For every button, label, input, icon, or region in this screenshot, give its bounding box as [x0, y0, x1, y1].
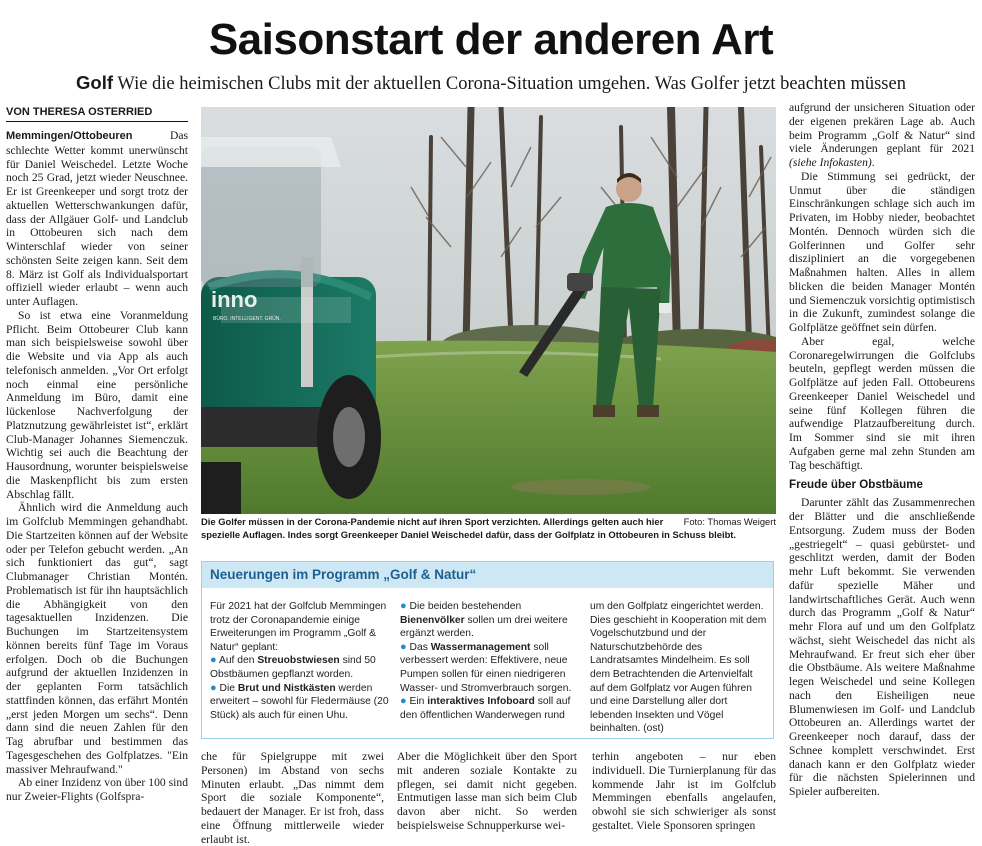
bullet-text: sind 50 Obstbäumen gepflanzt worden.	[210, 655, 376, 680]
section-subheading: Freude über Obstbäume	[789, 478, 923, 492]
bullet-dot-icon: ●	[400, 640, 407, 653]
article-photo	[201, 107, 776, 514]
bullet-bold: Brut und Nistkästen	[237, 682, 336, 694]
bullet-text: Ein	[409, 696, 428, 708]
article-column-4	[592, 750, 776, 833]
paragraph: Darunter zählt das Zusammenrechen der Blätter und die anschließende Entsorgung. Zudem muss der Boden „gestriegelt“ – quasi gebürstet- und geschlitzt werden, damit der Boden mehr Luft bekommt. Sie verwenden dafür spezielle Mäher und landwirtschaftliches Gerät. Auch wenn durch das Programm „Golf & Natur“ mehr Flora auf und um den Golfplatz wächst, sieht Weischedel das nicht als Mehraufwand. Er freut sich eher über die Obstbäume. Als weitere Maßnahme legen Weischedel und seine Kollegen nach den Eisheiligen neue Blumenwiesen im Golf- und Landclub Ottobeuren an. Allerdings wartet der Greenkeeper noch darauf, dass der Schnee komplett verschwindet. Erst danach kann er den Golfplatz wieder für die nächsten Spielerinnen und Spieler aufbereiten.	[789, 496, 975, 798]
bullet-text: Die beiden bestehenden	[409, 601, 522, 612]
byline: VON THERESA OSTERRIED	[6, 103, 188, 122]
bullet-text: soll auf den öffentlichen Wanderwegen rund	[400, 696, 571, 721]
info-box-column-1	[210, 600, 390, 722]
info-intro: Für 2021 hat der Golfclub Memmingen trotz der Coronapandemie einige Erweiterungen im Programm „Golf & Natur“ geplant:	[210, 601, 387, 653]
info-box-column-3	[590, 600, 768, 736]
info-box-column-2	[400, 600, 580, 722]
infobox-reference: (siehe Infokasten)	[789, 156, 872, 169]
caption-text: Die Golfer müssen in der Corona-Pandemie nicht auf ihren Sport verzichten. Allerdings gelten auch hier spezielle Auflagen. Indes sorgt Greenkeeper Daniel Weischedel dafür, dass der Golfplatz in Ottobeuren in Schuss bleibt.	[201, 516, 737, 540]
subhead-text: Wie die heimischen Clubs mit der aktuellen Corona-Situation umgehen. Was Golfer jetzt beachten müssen	[117, 74, 906, 94]
photo-caption	[201, 515, 776, 541]
subhead-kicker: Golf	[76, 72, 114, 93]
bullet-text: Das	[409, 641, 431, 653]
paragraph	[6, 129, 188, 309]
paragraph: che für Spielgruppe mit zwei Personen) im Abstand von sechs Minuten erlaubt. „Das nimmt dem Sport die soziale Komponente“, bedauert der Manager. Er ist froh, dass eine Öffnung mittlerweile wieder erlaubt ist.	[201, 750, 384, 846]
info-text: um den Golfplatz eingerichtet werden. Dies geschieht in Kooperation mit dem Vogelschutzbund und der Naturschutzbehörde des Landratsamtes Mindelheim. Es soll dem Betrachtenden die Artenvielfalt auf dem Golfplatz vor Augen führen und eine Darstellung aller dort lebenden Insekten und Vögel beinhalten. (ost)	[590, 601, 767, 735]
info-box	[201, 561, 774, 739]
paragraph: Ab einer Inzidenz von über 100 sind nur Zweier-Flights (Golfspra-	[6, 776, 188, 803]
info-bullet	[210, 654, 390, 681]
cart-slogan-text: BÜRO. INTELLIGENT. GRÜN.	[213, 316, 281, 322]
paragraph: Aber die Möglichkeit über den Sport mit anderen soziale Kontakte zu pflegen, sei damit nicht gegeben. Entmutigen lasse man sich beim Club davon aber nicht. So werden beispielsweise Schnupperkurse wei-	[397, 750, 577, 832]
article-column-3	[397, 750, 577, 833]
subheadline	[0, 70, 982, 97]
paragraph: Ähnlich wird die Anmeldung auch im Golfclub Memmingen gehandhabt. Die Startzeiten können auf der Website oder per Telefon gebucht werden. „An sich funktioniert das gut“, sagt Clubmanager Christian Montén. Problematisch ist für ihn hauptsächlich die Abhängigkeit von den tagesaktuellen Inzidenzen. Die Buchungen im Startzeitensystem können bereits fünf Tage im Voraus erfolgen. Doch ob die Buchungen aufgrund der aktuellen Inzidenzen in der geplanten Form tatsächlich stattfinden können, das erfährt Montén „erst jeden Morgen um sechs“. Denn dann sind die neuen Zahlen für den Tag abrufbar und bestimmen das Tagesgeschehen des Golfplatzes. "Ein massiver Mehraufwand."	[6, 501, 188, 776]
bullet-dot-icon: ●	[400, 600, 407, 612]
dateline: Memmingen/Ottobeuren	[6, 130, 133, 142]
article-column-5	[789, 101, 975, 799]
photo-credit: Foto: Thomas Weigert	[683, 516, 776, 527]
cart-logo-text: inno	[211, 287, 258, 312]
paragraph-text: Das schlechte Wetter kommt unerwünscht für Daniel Weischedel. Letzte Woche noch 25 Grad, jetzt wieder Neuschnee. Er ist Greenkeeper und sorgt trotz der aktuellen Wetterschwankungen dafür, dass der Allgäuer Golf- und Landclub in Ottobeuren sich nach dem Winterschlaf wieder von seiner schönsten Seite zeigen kann. Seit dem 8. März ist Golf als Individualsportart offiziell wieder erlaubt – wenn auch unter Auflagen.	[6, 129, 188, 308]
paragraph-text: aufgrund der unsicheren Situation oder der eigenen prekären Lage ab. Auch beim Programm „Golf & Natur“ sind viele Änderungen geplant für 2021	[789, 101, 975, 156]
bullet-text: werden erweitert – sowohl für Fledermäuse (20 Stück) als auch für einen Uhu.	[210, 682, 389, 721]
paragraph: Die Stimmung sei gedrückt, der Unmut über die ständigen Einschränkungen schlage sich auch im Privaten, im Hobby nieder, beobachtet Montén. Dennoch würden sich die Golferinnen und Golfer sehr diszipliniert an die vorgegebenen Maßnahmen halten. Alles in allem blicken die beiden Manager Montén und Siemenczuk vorsichtig optimistisch in die Zukunft, zumindest solange die Golfplätze geöffnet sein dürfen.	[789, 169, 975, 334]
headline: Saisonstart der anderen Art	[208, 15, 774, 64]
info-bullet	[400, 600, 580, 641]
paragraph-text: .	[871, 156, 875, 169]
info-bullet	[210, 682, 390, 723]
bullet-bold: Bienenvölker	[400, 614, 465, 626]
golf-course-photo	[201, 107, 776, 514]
info-bullet	[400, 641, 580, 695]
bullet-text: Auf den	[218, 655, 258, 667]
article-column-1	[6, 129, 188, 804]
info-bullet	[400, 695, 580, 722]
bullet-dot-icon: ●	[210, 681, 217, 694]
article-column-2	[201, 750, 384, 846]
bullet-bold: Wassermanagement	[430, 641, 531, 653]
paragraph: So ist etwa eine Voranmeldung Pflicht. Beim Ottobeurer Club kann man sich beispielsweise sowohl über die Website und via App als auch telefonisch anmelden. „Vor Ort erfolgt noch einmal eine persönliche Anmeldung im Büro, damit eine lückenlose Nachverfolgung der Platznutzung gewährleistet ist“, erklärt Club-Manager Johannes Siemenczuk. Wichtig sei auch die Beachtung der Hausordnung, worunter beispielsweise die Maskenpflicht bis zum ersten Abschlag fällt.	[6, 308, 188, 501]
bullet-bold: interaktives Infoboard	[427, 696, 535, 708]
info-box-title: Neuerungen im Programm „Golf & Natur“	[202, 562, 773, 588]
bullet-text: soll verbessert werden: Effektivere, neue Pumpen sollen für einen niedrigeren Wasser- und Stromverbrauch sorgen.	[400, 641, 572, 694]
paragraph: Aber egal, welche Coronaregelwirrungen die Golfclubs beuteln, gepflegt werden müssen die Golfplätze auf jeden Fall. Ottobeurens Greenkeeper Daniel Weischedel und seine fünf Kollegen führen die aufwendige Platzaufbereitung durch. Im Sommer sind sie mit ihren Aufgaben gerne mal zehn Stunden am Tag beschäftigt.	[789, 334, 975, 472]
paragraph: terhin angeboten – nur eben individuell. Die Turnierplanung für das kommende Jahr ist im Golfclub Memmingen ebenfalls angelaufen, obwohl sie sich schwieriger als sonst gestaltet. Viele Sponsoren springen	[592, 750, 776, 832]
bullet-bold: Streuobstwiesen	[257, 655, 340, 667]
paragraph	[789, 101, 975, 170]
bullet-text: Die	[219, 682, 238, 694]
bullet-text: sollen um drei weitere ergänzt werden.	[400, 614, 568, 640]
bullet-dot-icon: ●	[210, 654, 217, 667]
bullet-dot-icon: ●	[400, 695, 407, 708]
